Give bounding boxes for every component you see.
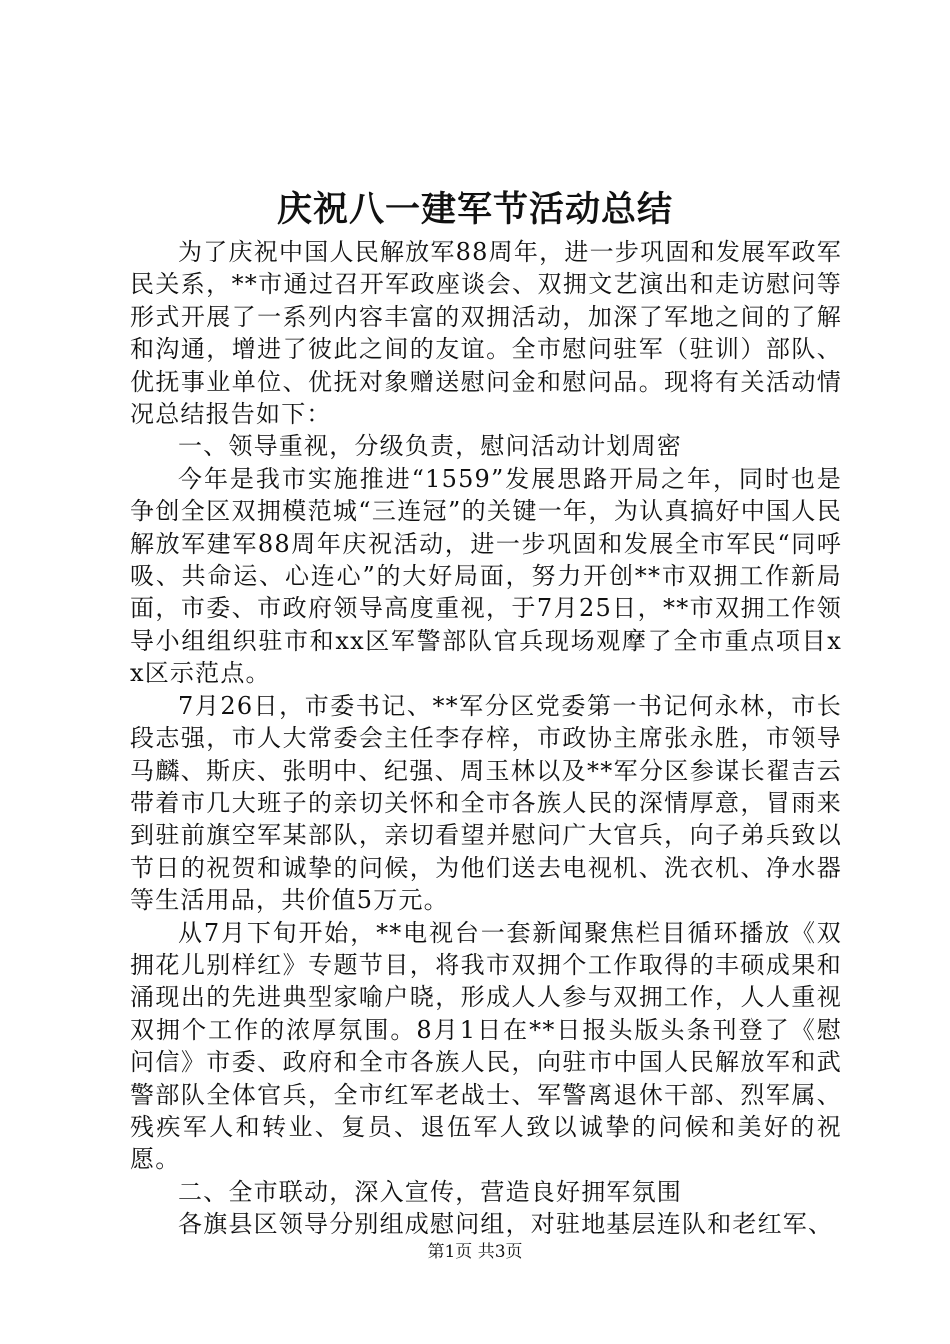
page-number-footer: 第1页 共3页 (427, 1242, 523, 1262)
paragraph-intro: 为了庆祝中国人民解放军88周年，进一步巩固和发展军政军民关系，**市通过召开军政座谈会、双拥文艺演出和走访慰问等形式开展了一系列内容丰富的双拥活动，加深了军地之间的了解和沟通，增进了彼此之间的友谊。全市慰问驻军（驻训）部队、优抚事业单位、优抚对象赠送慰问金和慰问品。现将有关活动情况总结报告如下： (130, 238, 842, 429)
paragraph-publicity: 从7月下旬开始，**电视台一套新闻聚焦栏目循环播放《双拥花儿别样红》专题节目，将我市双拥个工作取得的丰硕成果和涌现出的先进典型家喻户晓，形成人人参与双拥工作，人人重视双拥个工作的浓厚氛围。8月1日在**日报头版头条刊登了《慰问信》市委、政府和全市各族人民，向驻市中国人民解放军和武警部队全体官兵，全市红军老战士、军警离退休干部、烈军属、残疾军人和转业、复员、退伍军人致以诚挚的问候和美好的祝愿。 (130, 918, 842, 1174)
document-body (130, 236, 842, 1241)
section-heading-2: 二、全市联动，深入宣传，营造良好拥军氛围 (178, 1177, 682, 1206)
document-title: 庆祝八一建军节活动总结 (276, 189, 673, 230)
paragraph-visit: 7月26日，市委书记、**军分区党委第一书记何永林，市长段志强，市人大常委会主任李存梓，市政协主席张永胜，市领导马麟、斯庆、张明中、纪强、周玉林以及**军分区参谋长翟吉云带着市几大班子的亲切关怀和全市各族人民的深情厚意，冒雨来到驻前旗空军某部队，亲切看望并慰问广大官兵，向子弟兵致以节日的祝贺和诚挚的问候，为他们送去电视机、洗衣机、净水器等生活用品，共价值5万元。 (130, 691, 842, 915)
section-heading-1: 一、领导重视，分级负责，慰问活动计划周密 (178, 432, 682, 461)
paragraph-county-visits: 各旗县区领导分别组成慰问组，对驻地基层连队和老红军、 (178, 1210, 834, 1239)
paragraph-leadership: 今年是我市实施推进“1559”发展思路开局之年，同时也是争创全区双拥模范城“三连冠”的关键一年，为认真搞好中国人民解放军建军88周年庆祝活动，进一步巩固和发展全市军民“同呼吸、共命运、心连心”的大好局面，努力开创**市双拥工作新局面，市委、市政府领导高度重视，于7月25日，**市双拥工作领导小组组织驻市和xx区军警部队官兵现场观摩了全市重点项目xx区示范点。 (130, 464, 842, 688)
